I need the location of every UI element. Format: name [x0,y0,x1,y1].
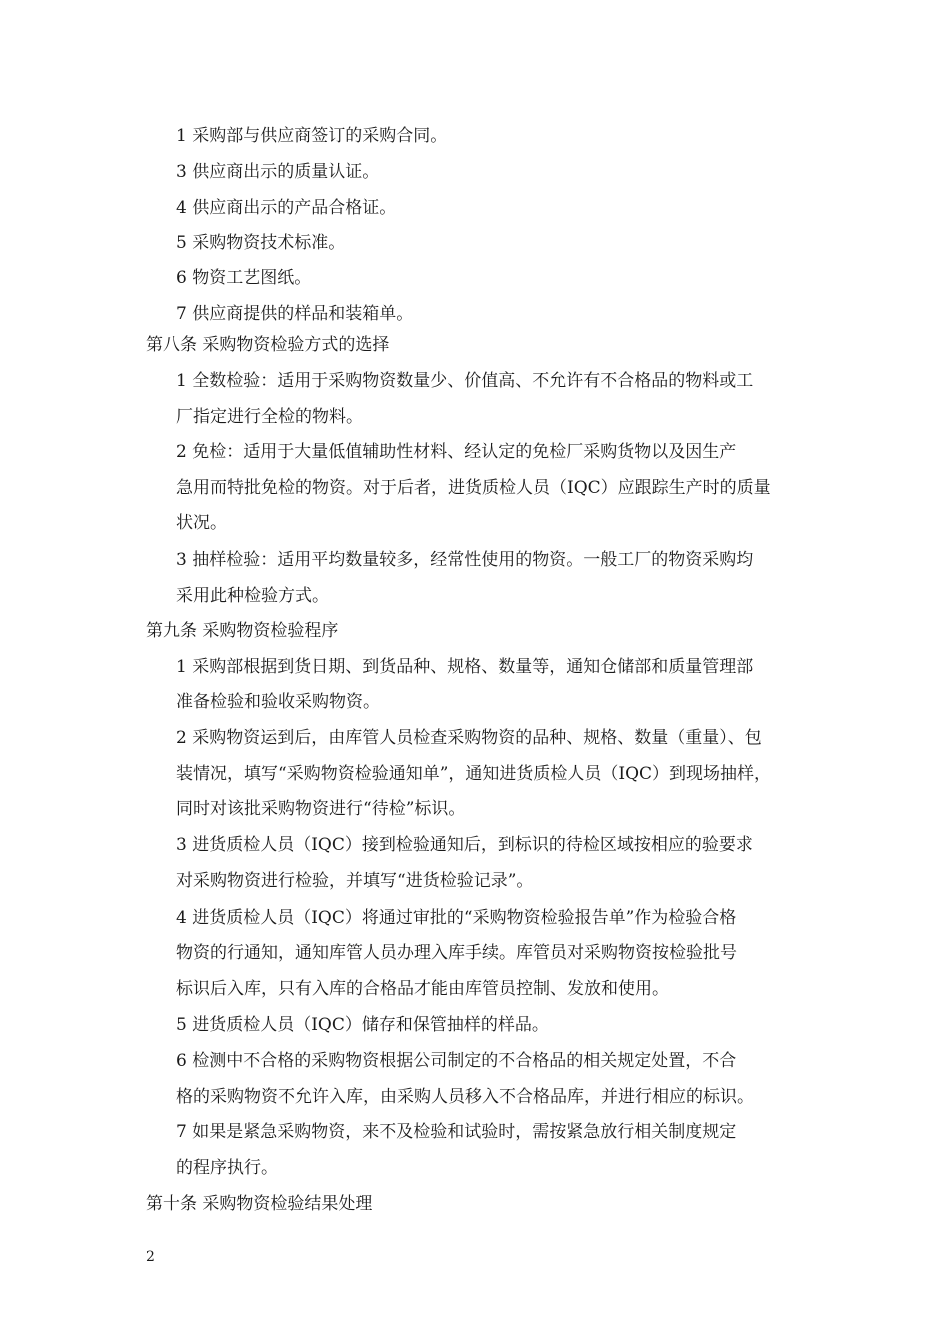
paragraph-line: 采用此种检验方式。 [176,586,329,606]
paragraph-line: 标识后入库，只有入库的合格品才能由库管员控制、发放和使用。 [176,979,669,999]
paragraph-line: 装情况，填写“采购物资检验通知单”，通知进货质检人员（IQC）到现场抽样， [176,764,772,784]
paragraph-line: 同时对该批采购物资进行“待检”标识。 [176,799,466,819]
list-item: 3 供应商出示的质量认证。 [176,162,380,182]
paragraph-line: 7 如果是紧急采购物资，来不及检验和试验时，需按紧急放行相关制度规定 [176,1122,737,1142]
article-9-heading: 第九条 采购物资检验程序 [146,621,339,641]
list-item: 4 供应商出示的产品合格证。 [176,198,397,218]
paragraph-line: 2 免检：适用于大量低值辅助性材料、经认定的免检厂采购货物以及因生产 [176,442,737,462]
paragraph-line: 物资的行通知，通知库管人员办理入库手续。库管员对采购物资按检验批号 [176,943,737,963]
paragraph-line: 3 抽样检验：适用平均数量较多，经常性使用的物资。一般工厂的物资采购均 [176,550,754,570]
paragraph-line: 状况。 [176,513,227,533]
list-item: 6 物资工艺图纸。 [176,268,312,288]
paragraph-line: 2 采购物资运到后，由库管人员检查采购物资的品种、规格、数量（重量）、包 [176,728,762,748]
paragraph-line: 1 全数检验：适用于采购物资数量少、价值高、不允许有不合格品的物料或工 [176,371,754,391]
paragraph-line: 5 进货质检人员（IQC）储存和保管抽样的样品。 [176,1015,549,1035]
paragraph-line: 3 进货质检人员（IQC）接到检验通知后，到标识的待检区域按相应的验要求 [176,835,753,855]
paragraph-line: 急用而特批免检的物资。对于后者，进货质检人员（IQC）应跟踪生产时的质量 [176,478,771,498]
paragraph-line: 对采购物资进行检验，并填写“进货检验记录”。 [176,871,534,891]
paragraph-line: 厂指定进行全检的物料。 [176,407,363,427]
page-number: 2 [146,1249,155,1265]
list-item: 1 采购部与供应商签订的采购合同。 [176,126,448,146]
article-10-heading: 第十条 采购物资检验结果处理 [146,1194,373,1214]
paragraph-line: 6 检测中不合格的采购物资根据公司制定的不合格品的相关规定处置，不合 [176,1051,737,1071]
paragraph-line: 格的采购物资不允许入库，由采购人员移入不合格品库，并进行相应的标识。 [176,1087,754,1107]
article-8-heading: 第八条 采购物资检验方式的选择 [146,335,390,355]
list-item: 7 供应商提供的样品和装箱单。 [176,304,414,324]
paragraph-line: 4 进货质检人员（IQC）将通过审批的“采购物资检验报告单”作为检验合格 [176,908,737,928]
paragraph-line: 准备检验和验收采购物资。 [176,692,380,712]
paragraph-line: 的程序执行。 [176,1158,278,1178]
list-item: 5 采购物资技术标准。 [176,233,346,253]
paragraph-line: 1 采购部根据到货日期、到货品种、规格、数量等，通知仓储部和质量管理部 [176,657,754,677]
